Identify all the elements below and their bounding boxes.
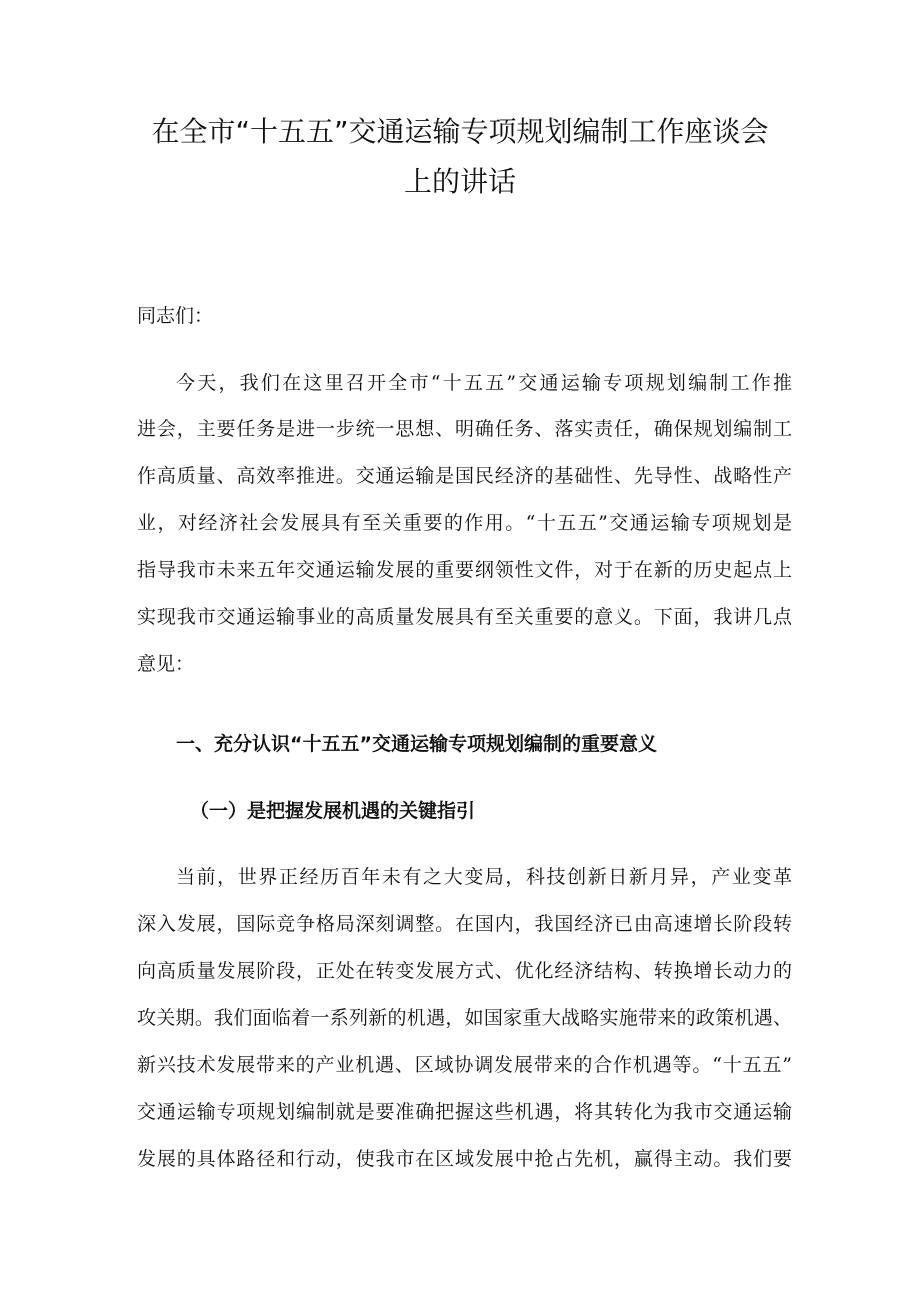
paragraph-line: 新兴技术发展带来的产业机遇、区域协调发展带来的合作机遇等。“十五五” [137, 1054, 792, 1076]
paragraph-line: 向高质量发展阶段，正处在转变发展方式、优化经济结构、转换增长动力的 [137, 960, 792, 982]
intro-line: 作高质量、高效率推进。交通运输是国民经济的基础性、先导性、战略性产 [137, 465, 792, 487]
paragraph-line: 当前，世界正经历百年未有之大变局，科技创新日新月异，产业变革 [176, 866, 792, 888]
intro-line: 业，对经济社会发展具有至关重要的作用。“十五五”交通运输专项规划是 [137, 512, 792, 534]
subsection-heading: （一）是把握发展机遇的关键指引 [190, 800, 476, 822]
document-title-line-1: 在全市“十五五”交通运输专项规划编制工作座谈会 [151, 115, 769, 148]
intro-line: 实现我市交通运输事业的高质量发展具有至关重要的意义。下面，我讲几点 [137, 606, 792, 628]
paragraph-line: 交通运输专项规划编制就是要准确把握这些机遇，将其转化为我市交通运输 [137, 1101, 792, 1123]
paragraph-line: 攻关期。我们面临着一系列新的机遇，如国家重大战略实施带来的政策机遇、 [137, 1007, 792, 1029]
intro-line: 进会，主要任务是进一步统一思想、明确任务、落实责任，确保规划编制工 [137, 418, 792, 440]
salutation: 同志们： [137, 305, 214, 327]
paragraph-line: 深入发展，国际竞争格局深刻调整。在国内，我国经济已由高速增长阶段转 [137, 913, 792, 935]
intro-line: 今天，我们在这里召开全市“十五五”交通运输专项规划编制工作推 [176, 372, 792, 394]
intro-line: 指导我市未来五年交通运输发展的重要纲领性文件，对于在新的历史起点上 [137, 559, 792, 581]
document-title-line-2: 上的讲话 [403, 165, 516, 198]
intro-line: 意见： [137, 653, 195, 675]
section-heading: 一、充分认识“十五五”交通运输专项规划编制的重要意义 [176, 733, 657, 755]
paragraph-line: 发展的具体路径和行动，使我市在区域发展中抢占先机，赢得主动。我们要 [137, 1148, 792, 1170]
